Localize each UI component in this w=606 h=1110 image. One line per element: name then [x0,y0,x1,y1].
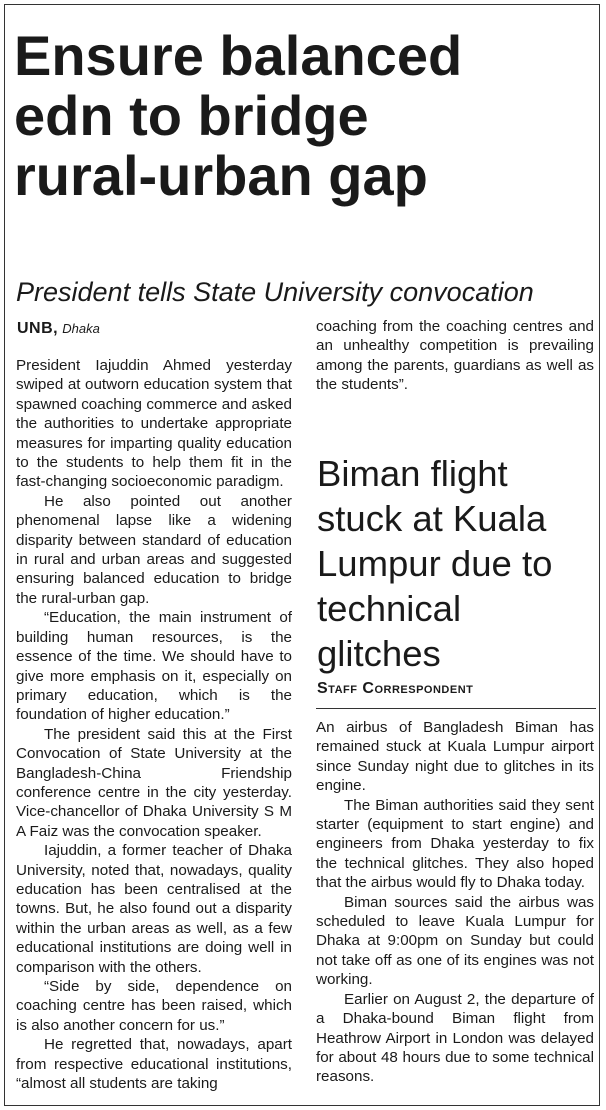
headline-line: technical [317,588,462,629]
main-headline [14,26,599,206]
story1-continuation [316,317,594,395]
story1-paragraph: “Education, the main instrument of building human resources, is the essence of the time. We should have to give more emphasis on it, especially on primary education, which is the foundation of higher education.” [16,609,292,724]
divider [316,708,596,709]
subheadline: President tells State University convocation [16,277,534,307]
story2-paragraph: Biman sources said the airbus was scheduled to leave Kuala Lumpur for Dhaka at 9:00pm on Sunday but could not take off as one of its engines was not working. [316,893,594,989]
story1-paragraph: Iajuddin, a former teacher of Dhaka University, noted that, nowadays, quality education has been centralised at the towns. But, he also found out a disparity within the urban areas as well, as a few educational institutions are doing well in comparison with the others. [16,842,292,976]
story1-paragraph: coaching from the coaching centres and an unhealthy competition is prevailing among the parents, guardians as well as the students”. [316,318,594,394]
story1-paragraph: He also pointed out another phenomenal lapse like a widening disparity between standard of education in rural and urban areas and suggested ensuring balanced education to bridge the rural-urban gap. [16,492,292,607]
story1-paragraph: President Iajuddin Ahmed yesterday swiped at outworn education system that spawned coaching commerce and asked the authorities to undertake appropriate measures for imparting quality education to the students to help them fit in the fast-changing socioeconomic paradigm. [16,357,292,491]
second-headline [317,451,597,676]
headline-line: glitches [317,633,441,674]
byline-source: UNB, [17,320,59,337]
headline-line: rural-urban gap [14,144,428,207]
headline-line: Ensure balanced [14,24,463,87]
story2-paragraph: Earlier on August 2, the departure of a Dhaka-bound Biman flight from Heathrow Airport in London was delayed for about 48 hours due to some technical reasons. [316,990,594,1086]
headline-line: Lumpur due to [317,543,553,584]
story2-column [316,718,594,1087]
story2-paragraph: An airbus of Bangladesh Biman has remained stuck at Kuala Lumpur airport since Sunday night due to glitches in its engine. [316,719,594,795]
story2-paragraph: The Biman authorities said they sent starter (equipment to start engine) and engineers from Dhaka yesterday to fix the technical glitches. They also hoped that the airbus would fly to Dhaka today. [316,796,594,892]
story1-column [16,356,292,1093]
story1-paragraph: The president said this at the First Convocation of State University at the Bangladesh-China Friendship conference centre in the city yesterday. Vice-chancellor of Dhaka University S M A Faiz was the convocation speaker. [16,725,292,840]
headline-line: edn to bridge [14,84,369,147]
byline-location: Dhaka [62,321,100,336]
headline-line: stuck at Kuala [317,498,547,539]
story1-paragraph: He regretted that, nowadays, apart from respective educational institutions, “almost all students are taking [16,1036,292,1093]
byline [17,320,100,338]
byline: Staff Correspondent [317,680,474,697]
story1-paragraph: “Side by side, dependence on coaching centre has been raised, which is also another concern for us.” [16,978,292,1034]
headline-line: Biman flight [317,453,508,494]
